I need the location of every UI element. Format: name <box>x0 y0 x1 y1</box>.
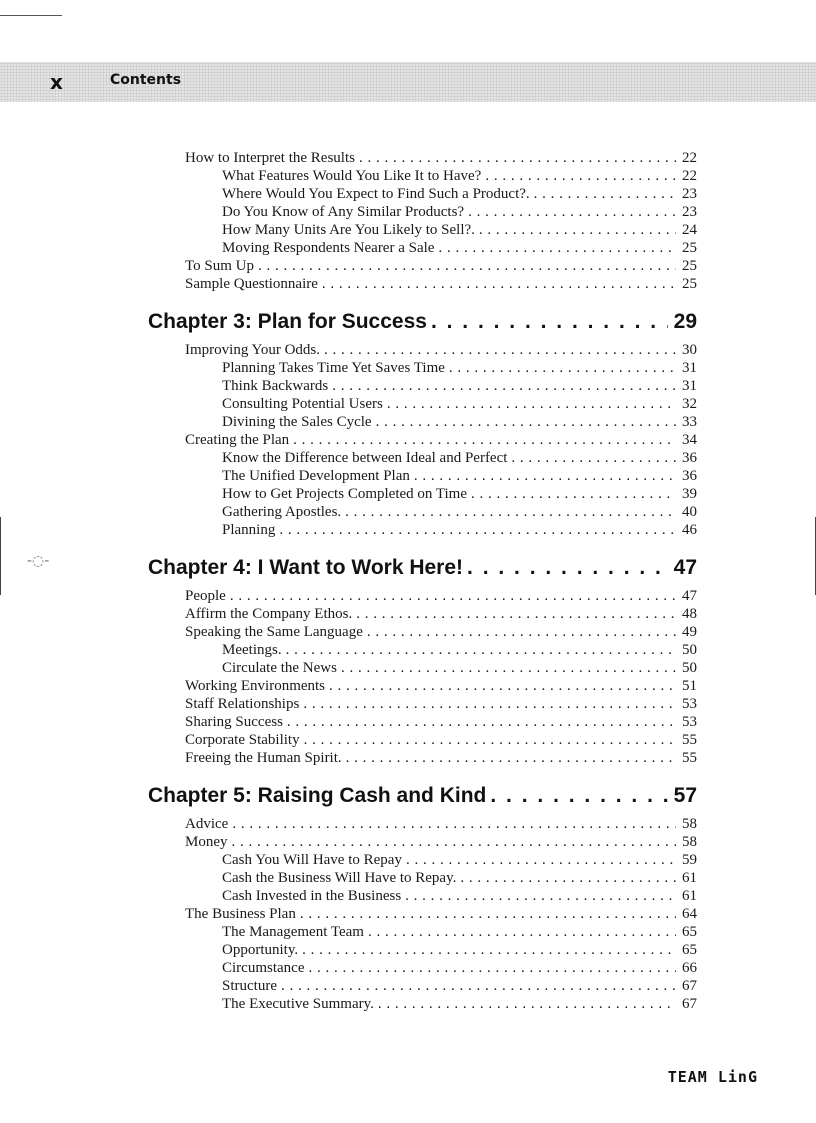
toc-entry[interactable]: Corporate Stability . . . 55 <box>185 732 697 749</box>
toc-entry[interactable]: Affirm the Company Ethos. . . . 48 <box>185 606 697 623</box>
toc-entry[interactable]: How to Interpret the Results . . . 22 <box>185 150 697 167</box>
registration-mark-icon: -◌- <box>27 553 50 569</box>
toc-entry[interactable]: To Sum Up . . . 25 <box>185 258 697 275</box>
toc-entry[interactable]: Staff Relationships . . . 53 <box>185 696 697 713</box>
toc-entry[interactable]: Planning . . . 46 <box>222 522 697 539</box>
toc-entry[interactable]: How to Get Projects Completed on Time . . . 39 <box>222 486 697 503</box>
toc-entry[interactable]: The Executive Summary. . . . 67 <box>222 996 697 1013</box>
chapter-heading[interactable]: Chapter 5: Raising Cash and Kind . . . 57 <box>148 784 697 808</box>
toc-entry[interactable]: Advice . . . 58 <box>185 816 697 833</box>
left-margin-line <box>0 517 1 595</box>
chapter-heading[interactable]: Chapter 3: Plan for Success . . . 29 <box>148 310 697 334</box>
toc-entry[interactable]: Divining the Sales Cycle . . . 33 <box>222 414 697 431</box>
toc-entry[interactable]: Think Backwards . . . 31 <box>222 378 697 395</box>
toc-entry[interactable]: Freeing the Human Spirit. . . . 55 <box>185 750 697 767</box>
toc-entry[interactable]: Circulate the News . . . 50 <box>222 660 697 677</box>
footer-tag: TEAM LinG <box>667 1068 758 1086</box>
toc-entry[interactable]: Gathering Apostles. . . . 40 <box>222 504 697 521</box>
toc-entry[interactable]: People . . . 47 <box>185 588 697 605</box>
toc-entry[interactable]: Where Would You Expect to Find Such a Product?. . . . 23 <box>222 186 697 203</box>
toc-entry[interactable]: Speaking the Same Language . . . 49 <box>185 624 697 641</box>
toc-entry[interactable]: Cash Invested in the Business . . . 61 <box>222 888 697 905</box>
toc-entry[interactable]: Meetings. . . . 50 <box>222 642 697 659</box>
corner-rule <box>0 15 62 16</box>
toc-entry[interactable]: Do You Know of Any Similar Products? . . . 23 <box>222 204 697 221</box>
toc-entry[interactable]: Structure . . . 67 <box>222 978 697 995</box>
toc-entry[interactable]: Improving Your Odds. . . . 30 <box>185 342 697 359</box>
toc-entry[interactable]: Working Environments . . . 51 <box>185 678 697 695</box>
toc-entry[interactable]: Moving Respondents Nearer a Sale . . . 25 <box>222 240 697 257</box>
toc-entry[interactable]: Sample Questionnaire . . . 25 <box>185 276 697 293</box>
toc-entry[interactable]: Sharing Success . . . 53 <box>185 714 697 731</box>
toc-entry[interactable]: The Unified Development Plan . . . 36 <box>222 468 697 485</box>
toc-entry[interactable]: Cash the Business Will Have to Repay. . . . 61 <box>222 870 697 887</box>
toc-entry[interactable]: Opportunity. . . . 65 <box>222 942 697 959</box>
toc-entry[interactable]: Planning Takes Time Yet Saves Time . . . 31 <box>222 360 697 377</box>
running-head: Contents <box>110 72 182 88</box>
toc-entry[interactable]: Circumstance . . . 66 <box>222 960 697 977</box>
toc-entry[interactable]: How Many Units Are You Likely to Sell?. . . . 24 <box>222 222 697 239</box>
toc-entry[interactable]: The Business Plan . . . 64 <box>185 906 697 923</box>
page-number: x <box>50 70 63 94</box>
toc-entry[interactable]: What Features Would You Like It to Have? . . . 22 <box>222 168 697 185</box>
toc-entry[interactable]: Creating the Plan . . . 34 <box>185 432 697 449</box>
chapter-heading[interactable]: Chapter 4: I Want to Work Here! . . . 47 <box>148 556 697 580</box>
toc-entry[interactable]: Consulting Potential Users . . . 32 <box>222 396 697 413</box>
toc-entry[interactable]: Money . . . 58 <box>185 834 697 851</box>
toc-entry[interactable]: Know the Difference between Ideal and Perfect . . . 36 <box>222 450 697 467</box>
toc-entry[interactable]: The Management Team . . . 65 <box>222 924 697 941</box>
toc-entry[interactable]: Cash You Will Have to Repay . . . 59 <box>222 852 697 869</box>
